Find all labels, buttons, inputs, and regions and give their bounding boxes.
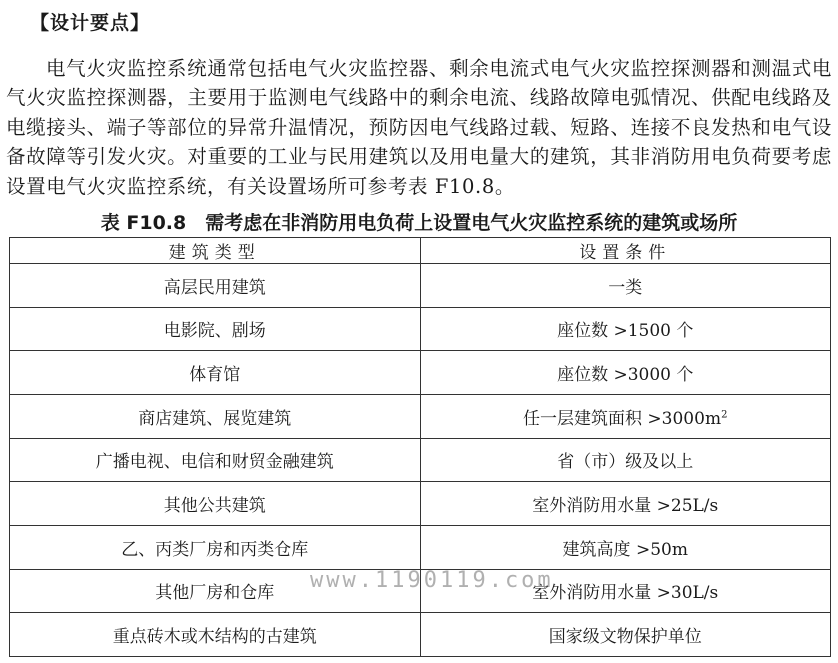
table-row <box>10 351 831 395</box>
condition-cell <box>420 613 831 657</box>
condition-text: 任一层建筑面积 >3000m <box>523 408 722 429</box>
building-type-cell <box>10 525 421 569</box>
building-type-text: 重点砖木或木结构的古建筑 <box>112 627 317 648</box>
condition-cell <box>420 264 831 308</box>
building-type-cell <box>10 613 421 657</box>
table-header-row <box>10 238 831 264</box>
building-type-text: 乙、丙类厂房和丙类仓库 <box>121 539 309 560</box>
building-type-text: 高层民用建筑 <box>163 277 266 298</box>
condition-text: 室外消防用水量 >25L/s <box>532 496 719 517</box>
condition-text: 省（市）级及以上 <box>557 452 694 473</box>
condition-text: 座位数 >1500 个 <box>557 321 694 342</box>
condition-text: 室外消防用水量 >30L/s <box>532 583 719 604</box>
building-type-text: 电影院、剧场 <box>163 321 266 342</box>
condition-cell <box>420 307 831 351</box>
unit-superscript: 2 <box>721 409 728 421</box>
condition-cell <box>420 482 831 526</box>
condition-cell <box>420 438 831 482</box>
condition-cell <box>420 569 831 613</box>
building-type-text: 商店建筑、展览建筑 <box>138 408 292 429</box>
building-type-cell <box>10 482 421 526</box>
building-type-cell <box>10 264 421 308</box>
table-row <box>10 307 831 351</box>
requirements-table <box>9 237 831 657</box>
condition-cell <box>420 351 831 395</box>
header-building-type: 建筑类型 <box>10 238 421 264</box>
table-row <box>10 613 831 657</box>
watermark-text: www.1190119.com <box>310 568 554 593</box>
building-type-text: 体育馆 <box>189 365 241 386</box>
condition-cell <box>420 394 831 438</box>
header-condition: 设置条件 <box>420 238 831 264</box>
condition-text: 国家级文物保护单位 <box>548 627 702 648</box>
table-row <box>10 394 831 438</box>
table-row <box>10 438 831 482</box>
condition-text: 建筑高度 >50m <box>562 539 688 560</box>
table-row <box>10 525 831 569</box>
section-title: 【设计要点】 <box>30 12 151 34</box>
building-type-cell <box>10 307 421 351</box>
condition-text: 座位数 >3000 个 <box>557 365 694 386</box>
condition-cell <box>420 525 831 569</box>
building-type-text: 广播电视、电信和财贸金融建筑 <box>95 452 334 473</box>
body-paragraph: 电气火灾监控系统通常包括电气火灾监控器、剩余电流式电气火灾监控探测器和测温式电气火灾监控探测器，主要用于监测电气线路中的剩余电流、线路故障电弧情况、供配电线路及电缆接头、端子等部位的异常升温情况，预防因电气线路过载、短路、连接不良发热和电气设备故障等引发火灾。对重要的工业与民用建筑以及用电量大的建筑，其非消防用电负荷要考虑设置电气火灾监控系统，有关设置场所可参考表 F10.8。 <box>6 56 832 198</box>
table-caption: 表 F10.8 需考虑在非消防用电负荷上设置电气火灾监控系统的建筑或场所 <box>100 212 738 234</box>
table-row <box>10 264 831 308</box>
building-type-cell <box>10 351 421 395</box>
building-type-cell <box>10 394 421 438</box>
building-type-text: 其他厂房和仓库 <box>155 583 275 604</box>
condition-text: 一类 <box>608 277 643 298</box>
building-type-cell <box>10 438 421 482</box>
building-type-cell <box>10 569 421 613</box>
table-row <box>10 569 831 613</box>
table-row <box>10 482 831 526</box>
building-type-text: 其他公共建筑 <box>163 496 266 517</box>
